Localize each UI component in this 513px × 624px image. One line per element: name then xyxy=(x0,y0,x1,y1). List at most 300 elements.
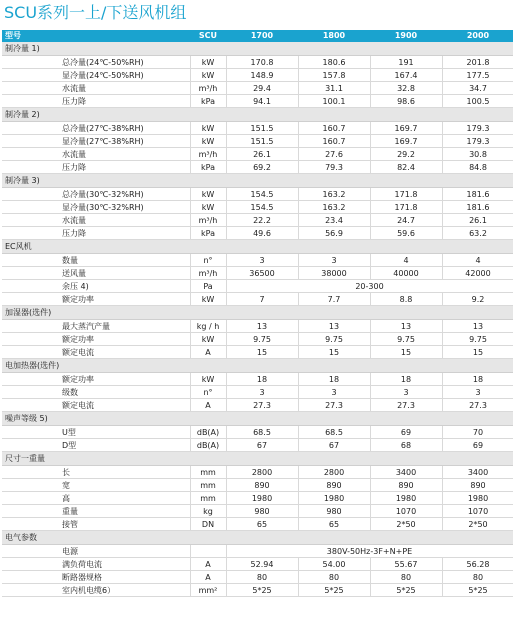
row-value: 79.3 xyxy=(325,163,343,172)
row-label: 总冷量(30℃-32%RH) xyxy=(62,190,144,199)
column-divider xyxy=(190,227,191,239)
row-label: 余压 4) xyxy=(62,282,89,291)
row-unit: kW xyxy=(201,203,215,212)
column-divider xyxy=(370,148,371,160)
row-value: 70 xyxy=(472,428,484,437)
column-divider xyxy=(226,426,227,438)
row-value: 23.4 xyxy=(325,216,343,225)
row-value: 32.8 xyxy=(397,84,415,93)
column-divider xyxy=(298,479,299,491)
section-header xyxy=(2,306,513,320)
row-unit: dB(A) xyxy=(196,441,220,450)
column-divider xyxy=(298,56,299,68)
row-value: 1980 xyxy=(251,494,273,503)
row-value: 22.2 xyxy=(253,216,271,225)
row-label: 宽 xyxy=(62,481,70,490)
column-divider xyxy=(226,56,227,68)
row-unit: kW xyxy=(201,190,215,199)
row-label: 总冷量(24℃-50%RH) xyxy=(62,58,144,67)
column-divider xyxy=(226,545,227,557)
column-divider xyxy=(370,492,371,504)
column-divider xyxy=(442,584,443,596)
row-value: 5*25 xyxy=(324,586,344,595)
row-value: 171.8 xyxy=(394,203,418,212)
column-divider xyxy=(370,214,371,226)
column-divider xyxy=(190,201,191,213)
row-value: 29.4 xyxy=(253,84,271,93)
column-divider xyxy=(226,492,227,504)
table-row xyxy=(2,479,513,492)
row-value: 169.7 xyxy=(394,137,418,146)
column-divider xyxy=(190,571,191,583)
column-divider xyxy=(226,558,227,570)
row-label: 压力降 xyxy=(62,163,86,172)
column-divider xyxy=(370,479,371,491)
row-value: 100.5 xyxy=(466,97,490,106)
row-value: 15 xyxy=(472,348,484,357)
row-unit: DN xyxy=(201,520,215,529)
row-unit: kW xyxy=(201,335,215,344)
table-row xyxy=(2,148,513,161)
row-unit: kPa xyxy=(201,97,215,106)
page-title: SCU系列一上/下送风机组 xyxy=(4,3,187,22)
column-divider xyxy=(190,346,191,358)
row-value: 890 xyxy=(470,481,486,490)
row-value-span: 380V-50Hz-3F+N+PE xyxy=(326,547,413,556)
column-divider xyxy=(298,148,299,160)
row-value: 68 xyxy=(400,441,412,450)
row-value: 890 xyxy=(398,481,414,490)
column-divider xyxy=(190,82,191,94)
header-model-2: 1800 xyxy=(322,31,346,40)
row-value: 980 xyxy=(326,507,342,516)
row-value: 27.3 xyxy=(469,401,487,410)
column-divider xyxy=(226,466,227,478)
column-divider xyxy=(226,188,227,200)
row-value: 68.5 xyxy=(253,428,271,437)
row-value: 181.6 xyxy=(466,190,490,199)
column-divider xyxy=(190,558,191,570)
column-divider xyxy=(298,320,299,332)
column-divider xyxy=(370,399,371,411)
row-value: 100.1 xyxy=(322,97,346,106)
column-divider xyxy=(190,466,191,478)
table-row xyxy=(2,188,513,201)
column-divider xyxy=(226,214,227,226)
section-title: 噪声等级 5) xyxy=(5,414,48,423)
column-divider xyxy=(370,201,371,213)
row-unit: A xyxy=(205,573,211,582)
column-divider xyxy=(370,426,371,438)
row-value: 27.3 xyxy=(253,401,271,410)
row-value: 1980 xyxy=(323,494,345,503)
row-value: 38000 xyxy=(321,269,347,278)
section-header xyxy=(2,174,513,188)
row-label: 显冷量(24℃-50%RH) xyxy=(62,71,144,80)
section-title: EC风机 xyxy=(5,242,32,251)
row-label: D型 xyxy=(62,441,77,450)
row-value: 80 xyxy=(256,573,268,582)
row-value: 201.8 xyxy=(466,58,490,67)
row-value: 80 xyxy=(400,573,412,582)
table-row xyxy=(2,505,513,518)
column-divider xyxy=(298,254,299,266)
table-row xyxy=(2,571,513,584)
row-value: 9.75 xyxy=(469,335,487,344)
row-value: 3 xyxy=(259,388,265,397)
row-value: 5*25 xyxy=(468,586,488,595)
column-divider xyxy=(298,584,299,596)
table-row xyxy=(2,426,513,439)
column-divider xyxy=(190,320,191,332)
column-divider xyxy=(190,56,191,68)
row-label: 电源 xyxy=(62,547,78,556)
row-value: 160.7 xyxy=(322,137,346,146)
column-divider xyxy=(190,188,191,200)
column-divider xyxy=(190,399,191,411)
table-row xyxy=(2,214,513,227)
row-unit: A xyxy=(205,348,211,357)
column-divider xyxy=(370,320,371,332)
row-value: 13 xyxy=(328,322,340,331)
column-divider xyxy=(190,69,191,81)
column-divider xyxy=(226,505,227,517)
row-label: 额定功率 xyxy=(62,375,94,384)
column-divider xyxy=(298,214,299,226)
column-divider xyxy=(442,558,443,570)
row-value: 151.5 xyxy=(250,137,274,146)
column-divider xyxy=(370,346,371,358)
row-label: 级数 xyxy=(62,388,78,397)
row-value: 26.1 xyxy=(469,216,487,225)
row-unit: m³/h xyxy=(198,216,218,225)
row-value: 40000 xyxy=(393,269,419,278)
row-value: 5*25 xyxy=(396,586,416,595)
row-unit: n° xyxy=(203,256,213,265)
row-value: 980 xyxy=(254,507,270,516)
row-value: 34.7 xyxy=(469,84,487,93)
row-value: 154.5 xyxy=(250,190,274,199)
row-value: 1070 xyxy=(467,507,489,516)
row-value: 15 xyxy=(328,348,340,357)
section-header xyxy=(2,412,513,426)
column-divider xyxy=(298,571,299,583)
row-value: 67 xyxy=(328,441,340,450)
column-divider xyxy=(442,69,443,81)
column-divider xyxy=(298,518,299,530)
row-value: 151.5 xyxy=(250,124,274,133)
row-label: 额定电流 xyxy=(62,348,94,357)
column-divider xyxy=(442,227,443,239)
row-unit: dB(A) xyxy=(196,428,220,437)
column-divider xyxy=(226,518,227,530)
table-row xyxy=(2,82,513,95)
column-divider xyxy=(190,439,191,451)
row-value: 3400 xyxy=(395,468,417,477)
column-divider xyxy=(226,439,227,451)
row-value: 2800 xyxy=(251,468,273,477)
column-divider xyxy=(226,373,227,385)
row-value: 94.1 xyxy=(253,97,271,106)
row-value: 31.1 xyxy=(325,84,343,93)
section-title: 加湿器(选件) xyxy=(5,308,52,317)
column-divider xyxy=(190,135,191,147)
row-value: 2*50 xyxy=(396,520,416,529)
column-divider xyxy=(226,82,227,94)
column-divider xyxy=(370,505,371,517)
row-value: 68.5 xyxy=(325,428,343,437)
column-divider xyxy=(298,373,299,385)
column-divider xyxy=(190,518,191,530)
column-divider xyxy=(298,466,299,478)
section-title: 制冷量 1) xyxy=(5,44,40,53)
column-divider xyxy=(370,227,371,239)
column-divider xyxy=(370,333,371,345)
row-unit: kW xyxy=(201,58,215,67)
row-label: 水流量 xyxy=(62,216,86,225)
row-label: 额定功率 xyxy=(62,295,94,304)
row-value: 1980 xyxy=(395,494,417,503)
column-divider xyxy=(442,386,443,398)
column-divider xyxy=(298,69,299,81)
row-value: 157.8 xyxy=(322,71,346,80)
row-value: 148.9 xyxy=(250,71,274,80)
column-divider xyxy=(442,148,443,160)
column-divider xyxy=(298,201,299,213)
column-divider xyxy=(442,161,443,173)
column-divider xyxy=(370,466,371,478)
row-label: 重量 xyxy=(62,507,78,516)
row-value: 18 xyxy=(472,375,484,384)
column-divider xyxy=(442,505,443,517)
row-value: 63.2 xyxy=(469,229,487,238)
row-value: 24.7 xyxy=(397,216,415,225)
row-unit: mm xyxy=(200,481,216,490)
column-divider xyxy=(442,122,443,134)
table-row xyxy=(2,545,513,558)
column-divider xyxy=(226,399,227,411)
row-value: 13 xyxy=(256,322,268,331)
row-value: 2800 xyxy=(323,468,345,477)
column-divider xyxy=(370,82,371,94)
table-row xyxy=(2,492,513,505)
row-label: 压力降 xyxy=(62,97,86,106)
row-value: 30.8 xyxy=(469,150,487,159)
row-value: 4 xyxy=(475,256,481,265)
row-unit: mm xyxy=(200,494,216,503)
row-value: 9.75 xyxy=(253,335,271,344)
section-title: 电加热器(选件) xyxy=(5,361,60,370)
row-value: 191 xyxy=(398,58,414,67)
column-divider xyxy=(370,56,371,68)
column-divider xyxy=(226,280,227,292)
column-divider xyxy=(298,82,299,94)
row-label: 额定功率 xyxy=(62,335,94,344)
row-value: 154.5 xyxy=(250,203,274,212)
header-model-4: 2000 xyxy=(466,31,490,40)
row-label: 水流量 xyxy=(62,150,86,159)
row-value: 9.75 xyxy=(397,335,415,344)
row-value: 3 xyxy=(331,256,337,265)
spec-table xyxy=(2,30,513,597)
row-value: 13 xyxy=(472,322,484,331)
section-title: 电气参数 xyxy=(5,533,37,542)
row-label: 显冷量(27℃-38%RH) xyxy=(62,137,144,146)
header-model: 型号 xyxy=(5,31,21,40)
column-divider xyxy=(298,439,299,451)
column-divider xyxy=(226,148,227,160)
column-divider xyxy=(226,293,227,305)
table-row xyxy=(2,161,513,174)
column-divider xyxy=(226,135,227,147)
row-value: 52.94 xyxy=(250,560,274,569)
row-value: 170.8 xyxy=(250,58,274,67)
row-label: 长 xyxy=(62,468,70,477)
column-divider xyxy=(298,333,299,345)
row-value: 27.3 xyxy=(397,401,415,410)
table-header-row xyxy=(2,30,513,42)
column-divider xyxy=(370,135,371,147)
row-value: 8.8 xyxy=(399,295,413,304)
column-divider xyxy=(190,333,191,345)
column-divider xyxy=(226,584,227,596)
row-value: 69 xyxy=(472,441,484,450)
row-label: 断路器规格 xyxy=(62,573,102,582)
row-value: 7 xyxy=(259,295,265,304)
column-divider xyxy=(370,188,371,200)
row-value: 54.00 xyxy=(322,560,346,569)
column-divider xyxy=(226,161,227,173)
row-unit: kW xyxy=(201,295,215,304)
table-row xyxy=(2,439,513,452)
section-header xyxy=(2,531,513,545)
column-divider xyxy=(370,518,371,530)
row-value: 18 xyxy=(400,375,412,384)
row-value: 29.2 xyxy=(397,150,415,159)
row-unit: kW xyxy=(201,71,215,80)
row-unit: mm² xyxy=(198,586,218,595)
row-value: 26.1 xyxy=(253,150,271,159)
column-divider xyxy=(442,466,443,478)
row-label: 接管 xyxy=(62,520,78,529)
table-row xyxy=(2,267,513,280)
row-value: 3 xyxy=(259,256,265,265)
table-row xyxy=(2,373,513,386)
column-divider xyxy=(298,346,299,358)
row-value: 69 xyxy=(400,428,412,437)
column-divider xyxy=(442,399,443,411)
section-header xyxy=(2,452,513,466)
column-divider xyxy=(442,56,443,68)
row-value: 890 xyxy=(326,481,342,490)
column-divider xyxy=(442,439,443,451)
column-divider xyxy=(298,161,299,173)
column-divider xyxy=(442,373,443,385)
column-divider xyxy=(190,161,191,173)
column-divider xyxy=(442,492,443,504)
row-value: 167.4 xyxy=(394,71,418,80)
row-value: 80 xyxy=(472,573,484,582)
column-divider xyxy=(190,95,191,107)
table-row xyxy=(2,386,513,399)
column-divider xyxy=(190,373,191,385)
row-value: 98.6 xyxy=(397,97,415,106)
column-divider xyxy=(226,386,227,398)
row-label: 数量 xyxy=(62,256,78,265)
section-header xyxy=(2,108,513,122)
column-divider xyxy=(226,227,227,239)
row-value: 27.6 xyxy=(325,150,343,159)
table-row xyxy=(2,584,513,597)
column-divider xyxy=(226,479,227,491)
column-divider xyxy=(442,201,443,213)
row-value: 15 xyxy=(256,348,268,357)
row-value: 36500 xyxy=(249,269,275,278)
section-header xyxy=(2,359,513,373)
section-header xyxy=(2,42,513,56)
row-value: 49.6 xyxy=(253,229,271,238)
column-divider xyxy=(226,320,227,332)
table-row xyxy=(2,280,513,293)
column-divider xyxy=(442,518,443,530)
row-value: 18 xyxy=(256,375,268,384)
column-divider xyxy=(442,426,443,438)
row-value: 84.8 xyxy=(469,163,487,172)
row-unit: Pa xyxy=(203,282,213,291)
header-model-3: 1900 xyxy=(394,31,418,40)
row-value: 163.2 xyxy=(322,203,346,212)
row-value: 177.5 xyxy=(466,71,490,80)
column-divider xyxy=(298,293,299,305)
row-unit: mm xyxy=(200,468,216,477)
column-divider xyxy=(442,214,443,226)
row-value: 180.6 xyxy=(322,58,346,67)
row-label: U型 xyxy=(62,428,76,437)
column-divider xyxy=(442,82,443,94)
table-row xyxy=(2,399,513,412)
row-unit: kW xyxy=(201,375,215,384)
column-divider xyxy=(190,426,191,438)
column-divider xyxy=(298,426,299,438)
row-value: 3 xyxy=(331,388,337,397)
column-divider xyxy=(226,201,227,213)
column-divider xyxy=(370,373,371,385)
row-value: 27.3 xyxy=(325,401,343,410)
table-row xyxy=(2,69,513,82)
column-divider xyxy=(190,505,191,517)
column-divider xyxy=(226,69,227,81)
row-unit: kW xyxy=(201,124,215,133)
table-row xyxy=(2,56,513,69)
column-divider xyxy=(190,280,191,292)
column-divider xyxy=(442,188,443,200)
row-value: 2*50 xyxy=(468,520,488,529)
section-header xyxy=(2,240,513,254)
row-value: 890 xyxy=(254,481,270,490)
table-row xyxy=(2,135,513,148)
column-divider xyxy=(190,254,191,266)
column-divider xyxy=(226,122,227,134)
section-title: 尺寸一重量 xyxy=(5,454,45,463)
row-value: 7.7 xyxy=(327,295,341,304)
row-value: 15 xyxy=(400,348,412,357)
row-unit: kW xyxy=(201,137,215,146)
row-value: 67 xyxy=(256,441,268,450)
column-divider xyxy=(298,188,299,200)
column-divider xyxy=(298,95,299,107)
row-label: 总冷量(27℃-38%RH) xyxy=(62,124,144,133)
column-divider xyxy=(298,505,299,517)
